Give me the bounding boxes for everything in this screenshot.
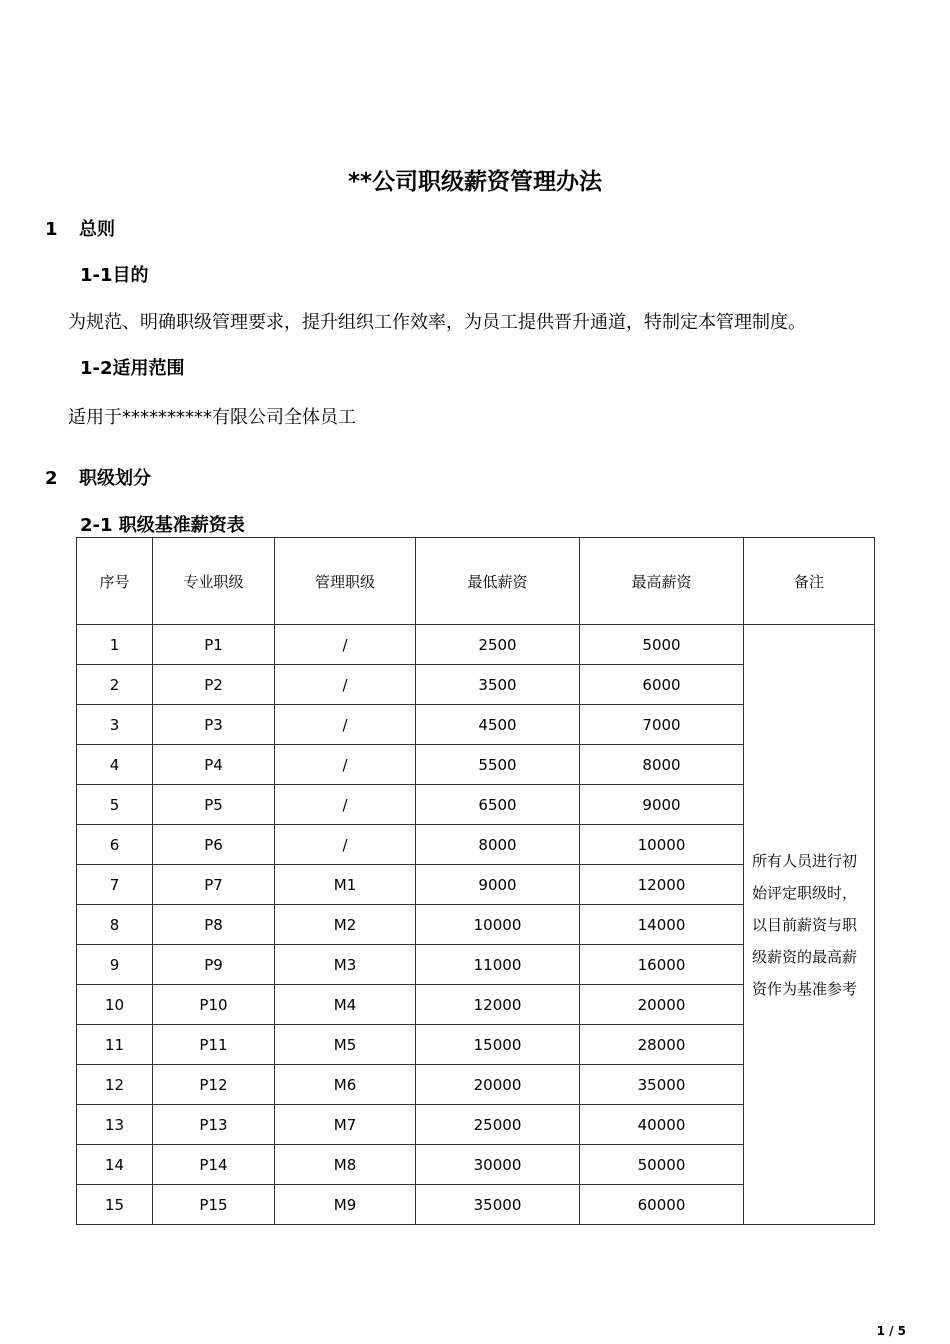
cell-note: 所有人员进行初始评定职级时，以目前薪资与职级薪资的最高薪资作为基准参考 — [744, 625, 875, 1225]
cell-professional-level: P10 — [153, 985, 275, 1025]
cell-management-level: / — [275, 745, 416, 785]
cell-min-salary: 25000 — [416, 1105, 580, 1145]
cell-index: 10 — [77, 985, 153, 1025]
cell-min-salary: 6500 — [416, 785, 580, 825]
document-title: **公司职级薪资管理办法 — [347, 169, 603, 195]
cell-max-salary: 35000 — [580, 1065, 744, 1105]
cell-min-salary: 4500 — [416, 705, 580, 745]
table-row — [77, 625, 875, 665]
cell-max-salary: 60000 — [580, 1185, 744, 1225]
cell-index: 3 — [77, 705, 153, 745]
section-2-1-heading: 2-1 职级基准薪资表 — [80, 515, 245, 536]
cell-professional-level: P14 — [153, 1145, 275, 1185]
cell-professional-level: P11 — [153, 1025, 275, 1065]
cell-professional-level: P5 — [153, 785, 275, 825]
cell-max-salary: 14000 — [580, 905, 744, 945]
cell-index: 15 — [77, 1185, 153, 1225]
cell-min-salary: 9000 — [416, 865, 580, 905]
section-1-heading — [45, 215, 115, 241]
cell-index: 8 — [77, 905, 153, 945]
cell-professional-level: P6 — [153, 825, 275, 865]
cell-index: 12 — [77, 1065, 153, 1105]
cell-professional-level: P7 — [153, 865, 275, 905]
cell-max-salary: 12000 — [580, 865, 744, 905]
header-min-salary: 最低薪资 — [416, 538, 580, 625]
header-max-salary: 最高薪资 — [580, 538, 744, 625]
cell-professional-level: P4 — [153, 745, 275, 785]
cell-management-level: / — [275, 785, 416, 825]
section-1-1-text: 为规范、明确职级管理要求，提升组织工作效率，为员工提供晋升通道，特制定本管理制度。 — [68, 312, 806, 333]
section-2-number: 2 — [45, 468, 58, 489]
cell-professional-level: P8 — [153, 905, 275, 945]
cell-max-salary: 28000 — [580, 1025, 744, 1065]
cell-management-level: / — [275, 625, 416, 665]
cell-max-salary: 8000 — [580, 745, 744, 785]
cell-management-level: / — [275, 825, 416, 865]
section-1-title: 总则 — [79, 219, 115, 240]
cell-max-salary: 5000 — [580, 625, 744, 665]
cell-min-salary: 20000 — [416, 1065, 580, 1105]
cell-index: 7 — [77, 865, 153, 905]
cell-index: 1 — [77, 625, 153, 665]
section-1-2-text: 适用于**********有限公司全体员工 — [68, 407, 356, 428]
section-1-2-heading: 1-2适用范围 — [80, 358, 185, 379]
cell-min-salary: 35000 — [416, 1185, 580, 1225]
cell-index: 9 — [77, 945, 153, 985]
salary-table — [76, 537, 875, 1225]
cell-min-salary: 3500 — [416, 665, 580, 705]
cell-min-salary: 5500 — [416, 745, 580, 785]
header-note: 备注 — [744, 538, 875, 625]
cell-professional-level: P9 — [153, 945, 275, 985]
cell-management-level: M5 — [275, 1025, 416, 1065]
cell-index: 11 — [77, 1025, 153, 1065]
cell-max-salary: 7000 — [580, 705, 744, 745]
cell-min-salary: 2500 — [416, 625, 580, 665]
cell-min-salary: 8000 — [416, 825, 580, 865]
cell-professional-level: P3 — [153, 705, 275, 745]
section-1-1-heading: 1-1目的 — [80, 265, 149, 286]
cell-min-salary: 15000 — [416, 1025, 580, 1065]
cell-min-salary: 11000 — [416, 945, 580, 985]
header-index: 序号 — [77, 538, 153, 625]
header-management-level: 管理职级 — [275, 538, 416, 625]
cell-min-salary: 12000 — [416, 985, 580, 1025]
section-1-number: 1 — [45, 219, 58, 240]
cell-index: 5 — [77, 785, 153, 825]
cell-max-salary: 16000 — [580, 945, 744, 985]
cell-professional-level: P13 — [153, 1105, 275, 1145]
cell-index: 6 — [77, 825, 153, 865]
cell-professional-level: P15 — [153, 1185, 275, 1225]
cell-min-salary: 30000 — [416, 1145, 580, 1185]
cell-max-salary: 6000 — [580, 665, 744, 705]
section-2-title: 职级划分 — [79, 468, 151, 489]
cell-max-salary: 40000 — [580, 1105, 744, 1145]
cell-index: 14 — [77, 1145, 153, 1185]
cell-max-salary: 50000 — [580, 1145, 744, 1185]
cell-management-level: M9 — [275, 1185, 416, 1225]
cell-management-level: / — [275, 705, 416, 745]
cell-professional-level: P1 — [153, 625, 275, 665]
cell-max-salary: 10000 — [580, 825, 744, 865]
cell-management-level: M2 — [275, 905, 416, 945]
cell-management-level: M6 — [275, 1065, 416, 1105]
section-2-heading — [45, 464, 151, 490]
cell-professional-level: P12 — [153, 1065, 275, 1105]
cell-management-level: M8 — [275, 1145, 416, 1185]
cell-max-salary: 20000 — [580, 985, 744, 1025]
cell-management-level: M4 — [275, 985, 416, 1025]
cell-index: 2 — [77, 665, 153, 705]
table-header-row — [77, 538, 875, 625]
cell-management-level: M3 — [275, 945, 416, 985]
cell-professional-level: P2 — [153, 665, 275, 705]
header-professional-level: 专业职级 — [153, 538, 275, 625]
cell-min-salary: 10000 — [416, 905, 580, 945]
cell-index: 4 — [77, 745, 153, 785]
page-number: 1 / 5 — [876, 1324, 906, 1338]
cell-max-salary: 9000 — [580, 785, 744, 825]
cell-index: 13 — [77, 1105, 153, 1145]
cell-management-level: M7 — [275, 1105, 416, 1145]
cell-management-level: / — [275, 665, 416, 705]
cell-management-level: M1 — [275, 865, 416, 905]
